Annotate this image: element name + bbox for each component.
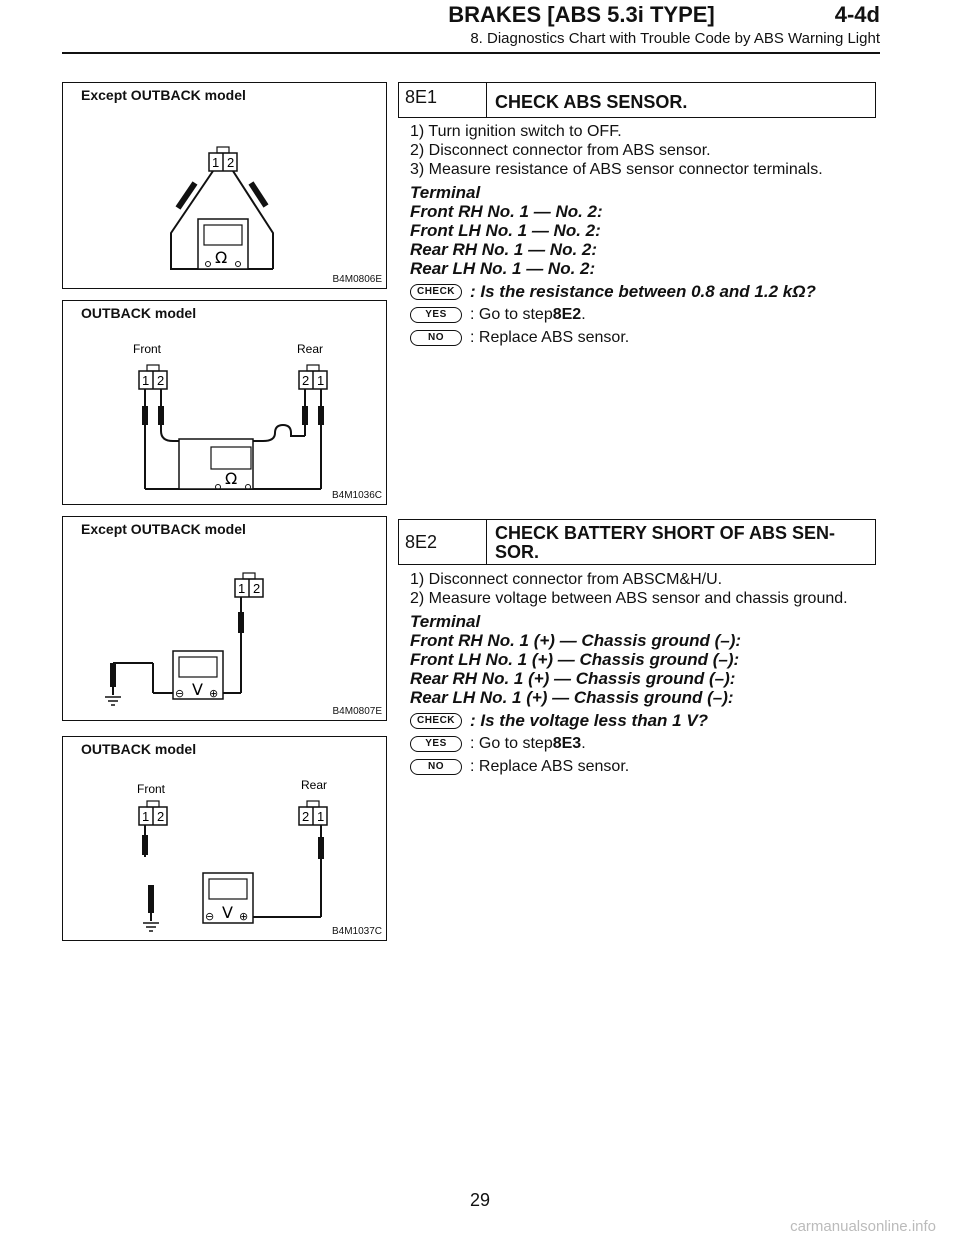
svg-text:⊕: ⊕ [209, 687, 219, 700]
no-text: : Replace ABS sensor. [470, 758, 630, 775]
figure-code: B4M0806E [332, 274, 382, 285]
wiring-diagram-volt-outback [63, 737, 388, 942]
svg-text:1: 1 [238, 581, 246, 596]
next-step-link[interactable]: 8E2 [552, 306, 582, 323]
wiring-diagram-ohm-outback [63, 301, 388, 506]
header-subtitle: 8. Diagnostics Chart with Trouble Code by ABS Warning Light [470, 30, 880, 47]
svg-text:2: 2 [302, 809, 310, 824]
rear-label: Rear [297, 342, 324, 356]
terminal-spec: Rear RH No. 1 (+) — Chassis ground (–): [410, 669, 736, 688]
check-row [410, 711, 878, 730]
section-number: 4-4d [834, 2, 880, 27]
front-label: Front [137, 782, 166, 796]
yes-text: : Go to step [470, 306, 553, 323]
svg-text:2: 2 [253, 581, 261, 596]
no-badge-icon: NO [410, 330, 462, 346]
instruction: 1) Disconnect connector from ABSCM&H/U. [410, 571, 723, 588]
step-number: 8E2 [399, 520, 487, 564]
step-body-8e2 [410, 570, 878, 776]
figure-code: B4M1036C [331, 490, 382, 501]
figure-volt-outback [62, 736, 387, 941]
volt-symbol: V [222, 903, 233, 922]
pin-label: 2 [227, 155, 235, 170]
yes-text: : Go to step [470, 735, 553, 752]
figure-code: B4M0807E [332, 706, 382, 717]
next-step-link[interactable]: 8E3 [552, 735, 582, 752]
svg-text:2: 2 [157, 809, 165, 824]
step-header-8e2 [398, 519, 876, 565]
svg-text:2: 2 [302, 373, 310, 388]
step-title: CHECK BATTERY SHORT OF ABS SEN-SOR. [495, 523, 836, 562]
check-question: : Is the resistance between 0.8 and 1.2 kΩ? [470, 282, 816, 301]
yes-badge-icon: YES [410, 307, 462, 323]
chapter-title: BRAKES [ABS 5.3i TYPE] [448, 2, 715, 27]
no-row [410, 328, 878, 347]
yes-row: YES : Go to step 8E2 . [410, 305, 878, 324]
no-text: : Replace ABS sensor. [470, 329, 630, 346]
yes-badge-icon: YES [410, 736, 462, 752]
figure-ohm-except-outback [62, 82, 387, 289]
terminal-spec: Rear RH No. 1 — No. 2: [410, 240, 598, 259]
svg-text:1: 1 [142, 809, 150, 824]
yes-row: YES : Go to step 8E3 . [410, 734, 878, 753]
svg-text:⊕: ⊕ [239, 910, 249, 923]
terminal-spec: Front LH No. 1 (+) — Chassis ground (–): [410, 650, 740, 669]
svg-text:⊖: ⊖ [175, 687, 185, 700]
terminal-spec: Rear LH No. 1 — No. 2: [410, 259, 596, 278]
svg-text:1: 1 [317, 809, 325, 824]
step-header-8e1 [398, 82, 876, 118]
no-row [410, 757, 878, 776]
instruction: 1) Turn ignition switch to OFF. [410, 123, 622, 140]
pin-label: 1 [212, 155, 220, 170]
volt-symbol: V [192, 680, 203, 699]
svg-text:1: 1 [142, 373, 150, 388]
instruction: 2) Measure voltage between ABS sensor and chassis ground. [410, 590, 848, 607]
step-title: CHECK ABS SENSOR. [495, 92, 688, 112]
svg-text:1: 1 [317, 373, 325, 388]
rear-label: Rear [301, 778, 328, 792]
wiring-diagram-ohm [63, 83, 388, 290]
instruction: 2) Disconnect connector from ABS sensor. [410, 142, 711, 159]
figure-caption: Except OUTBACK model [81, 521, 246, 537]
figure-code: B4M1037C [331, 926, 382, 937]
terminal-spec: Front RH No. 1 (+) — Chassis ground (–): [410, 631, 742, 650]
header-title [0, 2, 880, 28]
terminal-spec: Rear LH No. 1 (+) — Chassis ground (–): [410, 688, 734, 707]
step-number: 8E1 [399, 83, 487, 117]
figure-ohm-outback [62, 300, 387, 505]
front-label: Front [133, 342, 162, 356]
page-number: 29 [469, 1190, 491, 1210]
terminal-label: Terminal [410, 612, 481, 631]
instruction: 3) Measure resistance of ABS sensor connector terminals. [410, 161, 823, 178]
check-row [410, 282, 878, 301]
ohm-symbol: Ω [215, 248, 228, 267]
terminal-spec: Front LH No. 1 — No. 2: [410, 221, 601, 240]
svg-text:2: 2 [157, 373, 165, 388]
figure-volt-except-outback [62, 516, 387, 721]
no-badge-icon: NO [410, 759, 462, 775]
header-rule [62, 52, 880, 54]
figure-caption: Except OUTBACK model [81, 87, 246, 103]
ohm-symbol: Ω [225, 469, 238, 488]
figure-caption: OUTBACK model [81, 305, 197, 321]
watermark: carmanualsonline.info [790, 1218, 936, 1235]
svg-text:⊖: ⊖ [205, 910, 215, 923]
check-badge-icon: CHECK [410, 284, 462, 300]
check-badge-icon: CHECK [410, 713, 462, 729]
wiring-diagram-volt [63, 517, 388, 722]
figure-caption: OUTBACK model [81, 741, 197, 757]
step-body-8e1 [410, 122, 878, 347]
terminal-label: Terminal [410, 183, 481, 202]
terminal-spec: Front RH No. 1 — No. 2: [410, 202, 603, 221]
check-question: : Is the voltage less than 1 V? [470, 711, 709, 730]
